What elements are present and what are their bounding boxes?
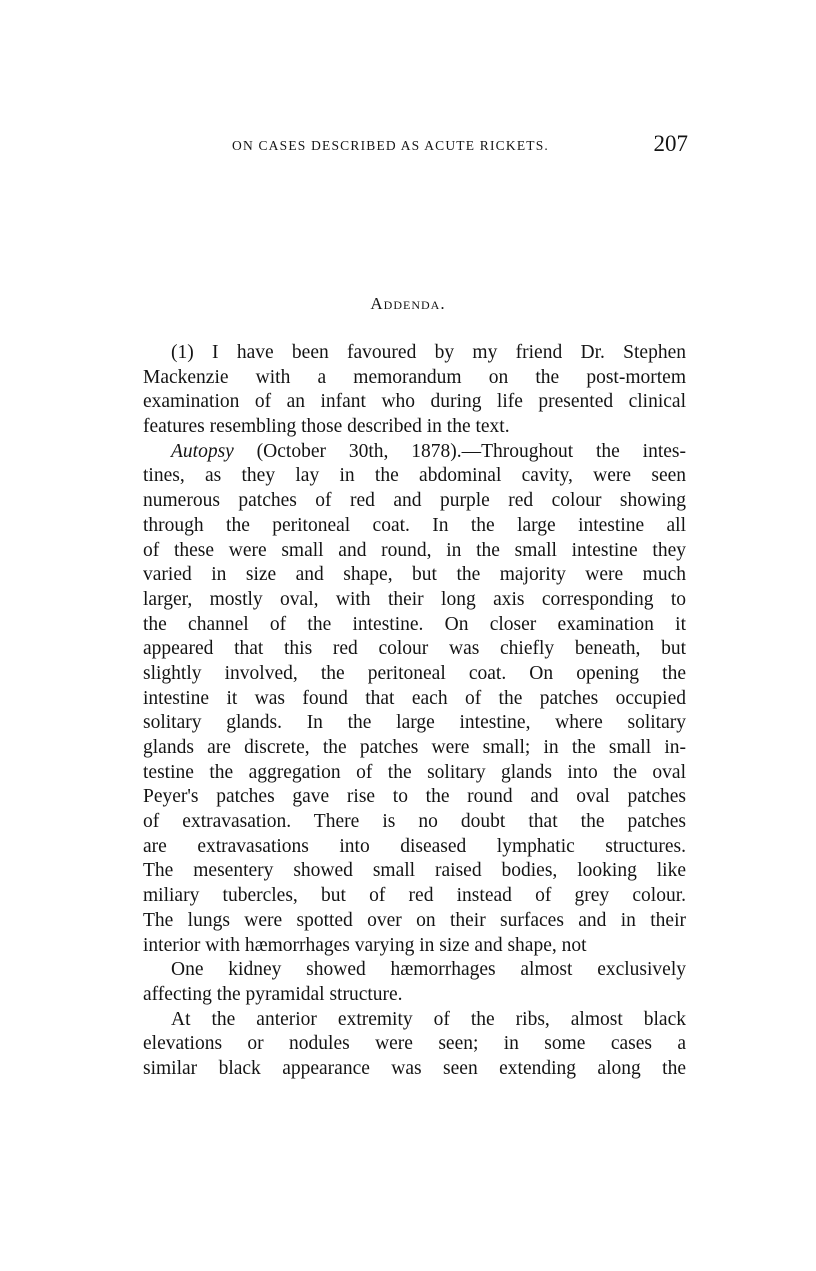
autopsy-lead-in: Autopsy: [171, 440, 234, 462]
text-line: numerous patches of red and purple red colour showing: [143, 490, 686, 512]
text-line: varied in size and shape, but the majority were much: [143, 564, 686, 586]
text-line: glands are discrete, the patches were small; in the small in-: [143, 737, 686, 758]
text-line: intestine it was found that each of the patches occupied: [143, 687, 686, 709]
running-head: [232, 131, 688, 159]
text-line: testine the aggregation of the solitary glands into the oval: [143, 761, 686, 783]
text-line: (1) I have been favoured by my friend Dr. Stephen: [171, 342, 686, 363]
text-line: the channel of the intestine. On closer examination it: [143, 613, 686, 635]
text-line: The lungs were spotted over on their surfaces and in their: [143, 909, 686, 931]
body-text: [143, 341, 686, 1082]
section-heading: Addenda.: [370, 294, 446, 313]
text-line: affecting the pyramidal structure.: [143, 983, 403, 1005]
running-title: ON CASES DESCRIBED AS ACUTE RICKETS.: [232, 138, 549, 153]
text-line: tines, as they lay in the abdominal cavity, were seen: [143, 465, 686, 487]
text-line: One kidney showed hæmorrhages almost exclusively: [171, 959, 686, 981]
text-line: of extravasation. There is no doubt that the patches: [143, 811, 686, 833]
text-line: [143, 440, 686, 465]
text-line: similar black appearance was seen extending along the: [143, 1057, 686, 1079]
text-line: The mesentery showed small raised bodies, looking like: [143, 860, 686, 882]
text-line: appeared that this red colour was chiefly beneath, but: [143, 638, 686, 660]
text-line: features resembling those described in the text.: [143, 416, 510, 438]
page-number: 207: [653, 131, 688, 156]
text-line: solitary glands. In the large intestine, where solitary: [143, 712, 686, 734]
text-line: of these were small and round, in the small intestine they: [143, 539, 686, 561]
text-line: Peyer's patches gave rise to the round and oval patches: [143, 786, 686, 808]
text-line: are extravasations into diseased lymphatic structures.: [143, 835, 686, 857]
text-line: through the peritoneal coat. In the large intestine all: [143, 514, 686, 536]
text-line: interior with hæmorrhages varying in size and shape, not: [143, 934, 587, 956]
text-line: elevations or nodules were seen; in some cases a: [143, 1033, 686, 1055]
text-line-rest: (October 30th, 1878).—Throughout the intes-: [233, 440, 686, 462]
text-line: miliary tubercles, but of red instead of grey colour.: [143, 885, 686, 907]
text-line: slightly involved, the peritoneal coat. On opening the: [143, 662, 686, 684]
text-line: Mackenzie with a memorandum on the post-mortem: [143, 366, 686, 388]
text-line: examination of an infant who during life presented clinical: [143, 391, 686, 413]
text-line: At the anterior extremity of the ribs, almost black: [171, 1008, 686, 1030]
text-line: larger, mostly oval, with their long axis corresponding to: [143, 588, 686, 610]
